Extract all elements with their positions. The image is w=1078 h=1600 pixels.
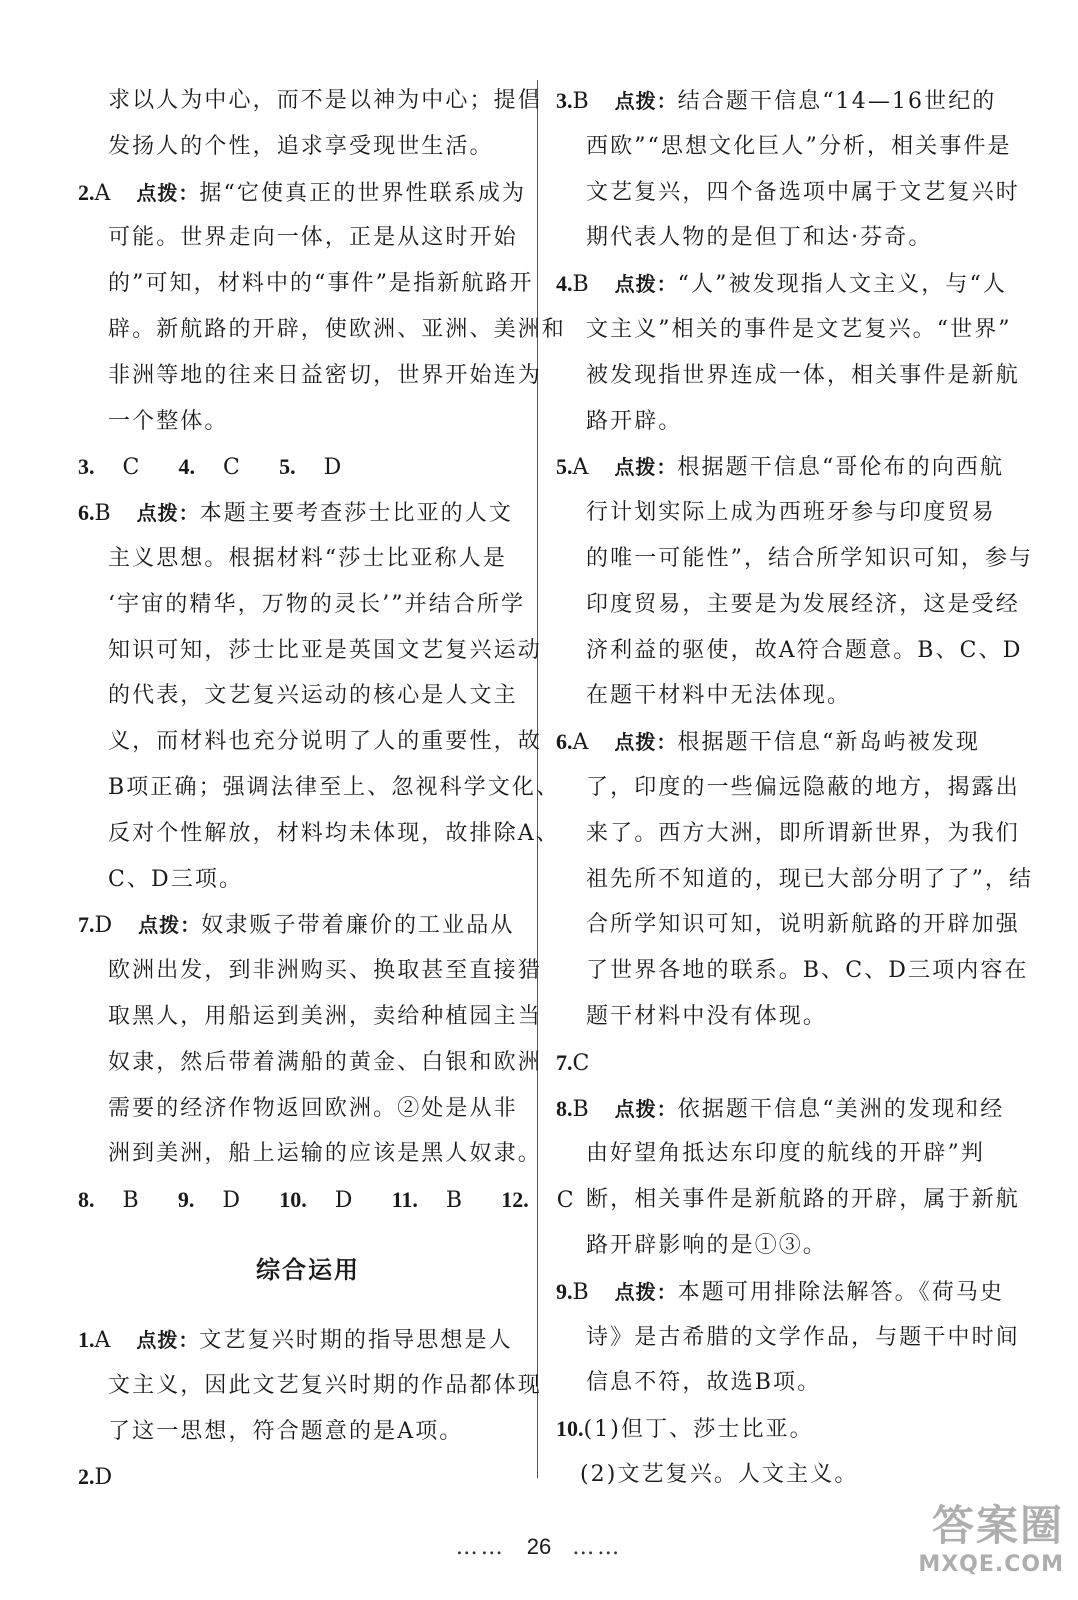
hint-label: 点拨： xyxy=(614,272,678,297)
item-number: 3. xyxy=(556,88,573,113)
text-line: 期代表人物的是但丁和达·芬奇。 xyxy=(586,225,933,251)
text-line: (2)文艺复兴。人文主义。 xyxy=(580,1461,859,1487)
hint-text: 根据题干信息“新岛屿被发现 xyxy=(677,730,980,756)
answer-item-6 xyxy=(556,719,1000,765)
text-line: 洲到美洲，船上运输的应该是黑人奴隶。 xyxy=(108,1141,542,1167)
item-answer: D xyxy=(94,1465,115,1491)
hint-label: 点拨： xyxy=(614,1279,678,1304)
text-line: 行计划实际上成为西班牙参与印度贸易 xyxy=(586,500,996,526)
answer-item-9: 9. D xyxy=(177,1187,243,1214)
answer-item-4 xyxy=(556,261,1007,307)
watermark-url: MXQE.COM xyxy=(918,1552,1064,1577)
hint-text: 据“它使真正的世界性联系成为 xyxy=(199,180,527,206)
text-line: 的”可知，材料中的“事件”是指新航路开 xyxy=(108,271,534,297)
text-line: 发扬人的个性，追求享受现世生活。 xyxy=(108,133,494,159)
answer-item-4: 4. C xyxy=(178,454,242,481)
text-line: 需要的经济作物返回欧洲。②处是从非 xyxy=(108,1095,518,1121)
answer-item-5: 5. D xyxy=(279,454,344,481)
text-line: 求以人为中心，而不是以神为中心；提倡 xyxy=(108,88,542,113)
text-line: 文艺复兴，四个备选项中属于文艺复兴时 xyxy=(586,179,1020,205)
item-number: 6. xyxy=(78,500,95,526)
text-line: 路开辟影响的是①③。 xyxy=(586,1232,828,1258)
hint-label: 点拨： xyxy=(136,180,200,205)
answer-items-3-5 xyxy=(78,444,518,490)
text-line: 知识可知，莎士比亚是英国文艺复兴运动 xyxy=(108,637,542,663)
hint-label: 点拨： xyxy=(136,501,200,526)
text-line: 合所学知识可知，说明新航路的开辟加强 xyxy=(586,912,1020,938)
item-answer: A xyxy=(572,730,589,756)
text-line: 文主义，因此文艺复兴时期的作品都体现 xyxy=(108,1372,542,1398)
answer-item-7 xyxy=(78,902,518,948)
item-number: 7. xyxy=(556,1049,573,1075)
answer-item-6 xyxy=(78,490,518,536)
item-number: 5. xyxy=(556,454,573,480)
answer-item-8 xyxy=(556,1086,1005,1132)
item-answer: A xyxy=(94,1327,111,1353)
text-line: 了世界各地的联系。B、C、D三项内容在 xyxy=(586,958,1029,984)
text-line: 祖先所不知道的，现已大部分明了了”，结 xyxy=(586,866,1034,892)
text-line: 断，相关事件是新航路的开辟，属于新航 xyxy=(586,1187,1020,1213)
text-line: 欧洲出发，到非洲购买、换取甚至直接猎 xyxy=(108,958,542,984)
item-number: 10. xyxy=(556,1416,584,1442)
item-answer: A xyxy=(94,180,111,206)
answer-item-12: 12. C xyxy=(501,1187,576,1214)
text-line: 非洲等地的往来日益密切，世界开始连为 xyxy=(108,362,542,388)
text-line: 了，印度的一些偏远隐蔽的地方，揭露出 xyxy=(586,774,1020,800)
text-line: 印度贸易，主要是为发展经济，这是受经 xyxy=(586,591,1020,617)
section-item-2 xyxy=(78,1454,518,1500)
answer-item-10 xyxy=(556,1406,1000,1452)
text-line: 由好望角抵达东印度的航线的开辟”判 xyxy=(586,1141,985,1167)
item-answer: D xyxy=(94,913,113,939)
text-line: 一个整体。 xyxy=(108,408,229,434)
hint-text: 根据题干信息“哥伦布的向西航 xyxy=(677,455,1005,481)
text-line: 奴隶，然后带着满船的黄金、白银和欧洲 xyxy=(108,1049,542,1075)
answer-items-8-12 xyxy=(78,1177,576,1223)
text-line: 义，而材料也充分说明了人的重要性，故 xyxy=(108,729,542,755)
item-answer: B xyxy=(94,501,111,527)
answer-item-5 xyxy=(556,444,1005,490)
answer-item-2 xyxy=(78,170,527,216)
text-line: 题干材料中没有体现。 xyxy=(586,1003,828,1029)
item-answer: B xyxy=(572,272,589,298)
answer-item-11: 11. B xyxy=(391,1187,465,1214)
watermark-logo-text: 答案圈 xyxy=(931,1501,1064,1550)
text-line: 的代表，文艺复兴运动的核心是人文主 xyxy=(108,683,518,709)
hint-label: 点拨： xyxy=(614,1096,678,1121)
hint-text: 本题主要考查莎士比亚的人文 xyxy=(199,501,513,527)
text-line: 被发现指世界连成一体，相关事件是新航 xyxy=(586,362,1020,388)
text-line: B项正确；强调法律至上、忽视科学文化、 xyxy=(108,774,561,800)
hint-text: 奴隶贩子带着廉价的工业品从 xyxy=(201,913,515,939)
text-line: 来了。西方大洲，即所谓新世界，为我们 xyxy=(586,820,1020,846)
hint-label: 点拨： xyxy=(614,455,678,480)
text-line: 诗》是古希腊的文学作品，与题干中时间 xyxy=(586,1324,1020,1350)
item-number: 7. xyxy=(78,912,95,938)
answer-item-8: 8. B xyxy=(78,1187,141,1214)
answer-item-7 xyxy=(556,1040,1000,1086)
section-heading: 综合运用 xyxy=(256,1255,360,1284)
item-number: 8. xyxy=(556,1095,573,1121)
text-line: ‘宇宙的精华，万物的灵长’”并结合所学 xyxy=(108,591,526,617)
hint-text: 结合题干信息“14—16世纪的 xyxy=(677,89,997,114)
hint-text: 本题可用排除法解答。《荷马史 xyxy=(677,1279,1005,1305)
hint-text: 文艺复兴时期的指导思想是人 xyxy=(199,1327,513,1353)
answer-item-10: 10. D xyxy=(279,1187,355,1214)
hint-label: 点拨： xyxy=(614,730,678,755)
hint-text: “人”被发现指人文主义，与“人 xyxy=(677,272,1007,298)
item-number: 6. xyxy=(556,729,573,755)
hint-text: (1)但丁、莎士比亚。 xyxy=(583,1417,814,1443)
right-column xyxy=(556,78,1034,1498)
item-answer: C xyxy=(572,1050,592,1076)
text-line: 路开辟。 xyxy=(586,408,683,434)
text-line: 文主义”相关的事件是文艺复兴。“世界” xyxy=(586,316,1012,342)
item-answer: B xyxy=(572,89,589,114)
text-line: 主义思想。根据材料“莎士比亚称人是 xyxy=(108,545,507,571)
item-answer: A xyxy=(572,455,589,481)
hint-label: 点拨： xyxy=(138,913,202,938)
item-number: 1. xyxy=(78,1326,95,1352)
answer-item-3: 3. C xyxy=(78,454,142,481)
text-line: 可能。世界走向一体，正是从这时开始 xyxy=(108,225,518,251)
text-line: 济利益的驱使，故A符合题意。B、C、D xyxy=(586,637,1023,663)
item-number: 4. xyxy=(556,271,573,297)
left-column xyxy=(78,78,576,1500)
page-number: 26 xyxy=(526,1534,552,1559)
footer-dots-left: …… xyxy=(455,1535,506,1560)
text-line: 信息不符，故选B项。 xyxy=(586,1370,822,1396)
text-line: 的唯一可能性”，结合所学知识可知，参与 xyxy=(586,545,1034,571)
item-answer: B xyxy=(572,1279,589,1305)
answer-item-9 xyxy=(556,1269,1005,1315)
text-line: C、D三项。 xyxy=(108,866,244,892)
site-watermark xyxy=(894,1502,1064,1588)
text-line: 反对个性解放，材料均未体现，故排除A、 xyxy=(108,820,560,846)
item-number: 2. xyxy=(78,1464,95,1490)
answer-item-3 xyxy=(556,78,1000,124)
hint-text: 依据题干信息“美洲的发现和经 xyxy=(677,1096,1005,1122)
text-line: 在题干材料中无法体现。 xyxy=(586,683,852,709)
text-line: 了这一思想，符合题意的是A项。 xyxy=(108,1418,464,1444)
item-answer: B xyxy=(572,1096,589,1122)
section-item-1 xyxy=(78,1317,518,1363)
hint-label: 点拨： xyxy=(136,1327,200,1352)
text-line: 辟。新航路的开辟，使欧洲、亚洲、美洲和 xyxy=(108,316,566,342)
hint-label: 点拨： xyxy=(614,89,678,113)
item-number: 2. xyxy=(78,179,95,205)
text-line: 西欧”“思想文化巨人”分析，相关事件是 xyxy=(586,133,1012,159)
footer-dots-right: …… xyxy=(572,1535,623,1560)
item-number: 9. xyxy=(556,1278,573,1304)
text-line: 取黑人，用船运到美洲，卖给种植园主当 xyxy=(108,1003,542,1029)
